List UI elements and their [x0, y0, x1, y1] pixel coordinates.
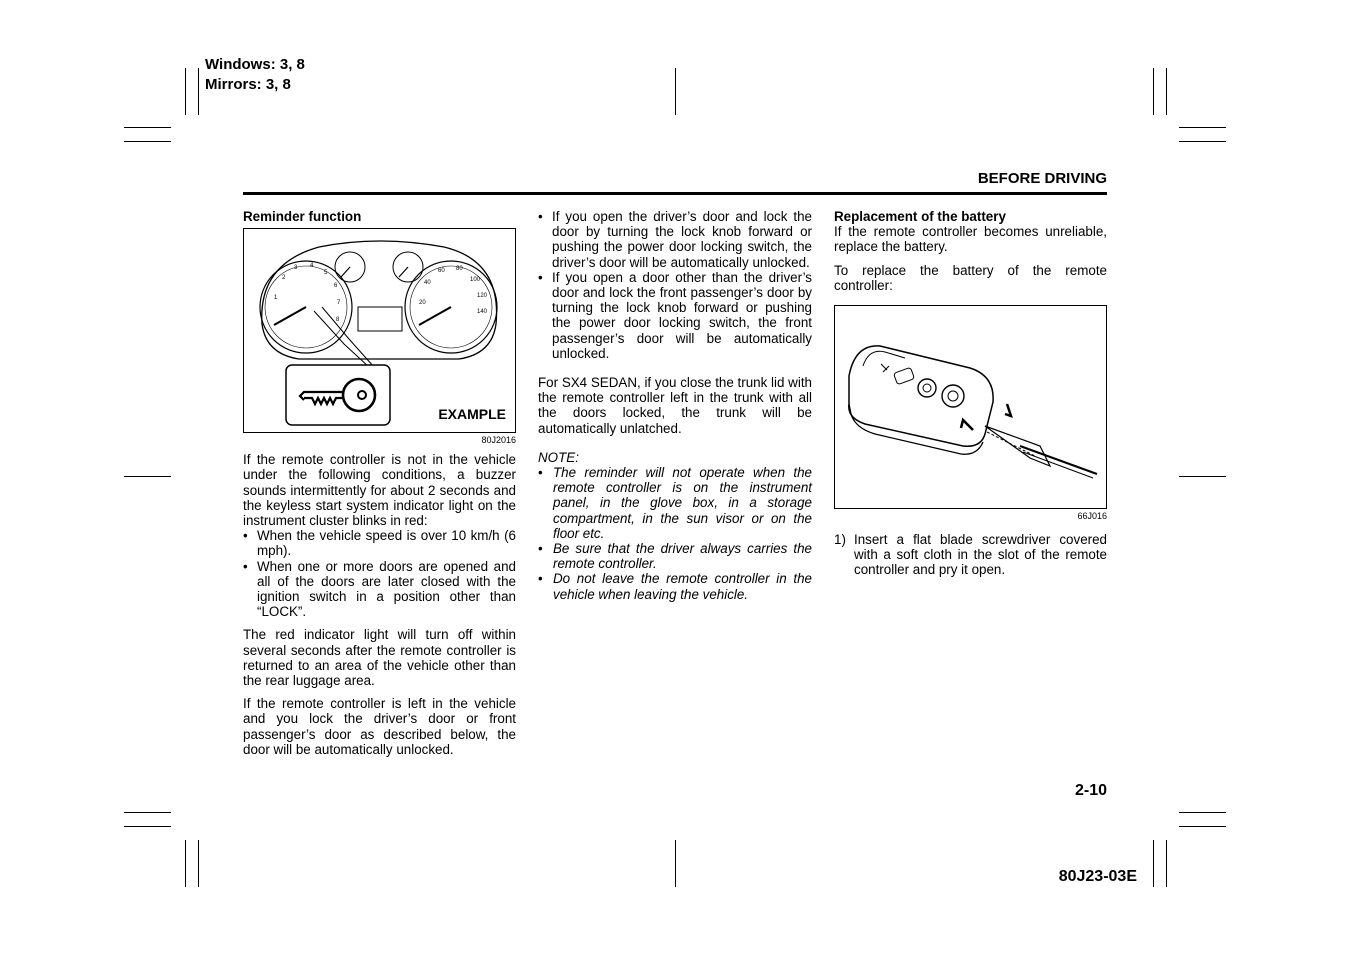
crop-mark [1179, 127, 1226, 128]
svg-text:7: 7 [337, 300, 341, 307]
crop-mark [1179, 141, 1226, 142]
page-number: 2-10 [1074, 782, 1107, 799]
instrument-cluster-illustration [244, 229, 515, 432]
figure-label-example: EXAMPLE [438, 406, 506, 422]
svg-text:4: 4 [310, 263, 314, 270]
header-rule [243, 192, 1107, 195]
crop-mark [124, 476, 171, 477]
document-code: 80J23-03E [1058, 868, 1137, 885]
svg-text:2: 2 [282, 275, 286, 282]
note-item: • The reminder will not operate when the remote controller is on the instrument panel, in the glove box, in a storage compartment, in the sun visor or on the floor etc. [538, 465, 812, 541]
svg-text:60: 60 [438, 268, 445, 275]
crop-mark [124, 127, 171, 128]
crop-mark [198, 68, 199, 115]
svg-text:5: 5 [324, 270, 328, 277]
paragraph: To replace the battery of the remote controller: [834, 262, 1107, 293]
step-item [834, 532, 1107, 578]
procedure-steps [834, 532, 1107, 578]
revision-tag [205, 55, 305, 95]
column-1 [243, 209, 516, 765]
svg-text:140: 140 [477, 309, 488, 316]
crop-mark [185, 840, 186, 887]
revision-tag-mirrors: Mirrors: 3, 8 [205, 76, 291, 93]
crop-mark [675, 68, 676, 115]
paragraph: For SX4 SEDAN, if you close the trunk lid with the remote controller left in the trunk with all the doors locked, the trunk will be automatically unlatched. [538, 375, 812, 436]
crop-mark [1153, 840, 1154, 887]
note-item: • Do not leave the remote controller in the vehicle when leaving the vehicle. [538, 571, 812, 601]
column-2 [538, 209, 812, 610]
step-number: 1) [834, 532, 846, 548]
list-item: • When the vehicle speed is over 10 km/h (6 mph). [243, 528, 516, 558]
svg-text:1: 1 [274, 295, 278, 302]
auto-unlock-list [538, 209, 812, 361]
revision-tag-windows: Windows: 3, 8 [205, 56, 305, 73]
step-text: Insert a flat blade screwdriver covered with a soft cloth in the slot of the remote controller and pry it open. [854, 532, 1107, 578]
svg-text:120: 120 [477, 293, 488, 300]
crop-mark [198, 840, 199, 887]
crop-mark [1153, 68, 1154, 115]
svg-text:40: 40 [424, 280, 431, 287]
svg-text:80: 80 [456, 266, 463, 273]
crop-mark [1179, 826, 1226, 827]
section-title: BEFORE DRIVING [977, 170, 1107, 187]
section-heading-reminder: Reminder function [243, 209, 362, 224]
section-heading-battery: Replacement of the battery [834, 209, 1006, 224]
condition-list [243, 528, 516, 619]
crop-mark [1179, 812, 1226, 813]
paragraph: The red indicator light will turn off within several seconds after the remote controller is returned to an area of the vehicle other than the rear luggage area. [243, 627, 516, 689]
note-label: NOTE: [538, 449, 579, 465]
crop-mark [675, 840, 676, 887]
instrument-cluster-figure [243, 228, 516, 433]
crop-mark [1179, 476, 1226, 477]
crop-mark [1166, 840, 1167, 887]
crop-mark [1166, 68, 1167, 115]
crop-mark [124, 812, 171, 813]
figure-code: 80J2016 [481, 435, 516, 446]
note-item: • Be sure that the driver always carries the remote controller. [538, 541, 812, 571]
svg-text:8: 8 [336, 317, 340, 324]
remote-controller-illustration [835, 306, 1106, 508]
svg-text:100: 100 [470, 277, 481, 284]
crop-mark [124, 141, 171, 142]
paragraph: If the remote controller is left in the vehicle and you lock the driver’s door or front passenger’s door as described below, the door will be automatically unlocked. [243, 696, 516, 757]
svg-text:3: 3 [294, 265, 298, 272]
svg-text:6: 6 [334, 283, 338, 290]
crop-mark [185, 68, 186, 115]
remote-controller-figure [834, 305, 1107, 509]
svg-text:20: 20 [419, 300, 426, 307]
paragraph: If the remote controller becomes unreliable, replace the battery. [834, 224, 1107, 255]
crop-mark [124, 826, 171, 827]
column-3 [834, 209, 1107, 586]
paragraph: If the remote controller is not in the vehicle under the following conditions, a buzzer sounds intermittently for about 2 seconds and the keyless start system indicator light on the instrument cluster blinks in red: [243, 452, 516, 529]
figure-code: 66J016 [1077, 511, 1107, 522]
list-item: • When one or more doors are opened and all of the doors are later closed with the ignition switch in a position other than “LOCK”. [243, 559, 516, 620]
note-list [538, 465, 812, 602]
list-item: • If you open a door other than the driver’s door and lock the front passenger’s door by turning the lock knob forward or pushing the power door locking switch, the front passenger’s door will be automatically unlocked. [538, 270, 812, 361]
list-item: • If you open the driver’s door and lock the door by turning the lock knob forward or pushing the power door locking switch, the driver’s door will be automatically unlocked. [538, 209, 812, 270]
